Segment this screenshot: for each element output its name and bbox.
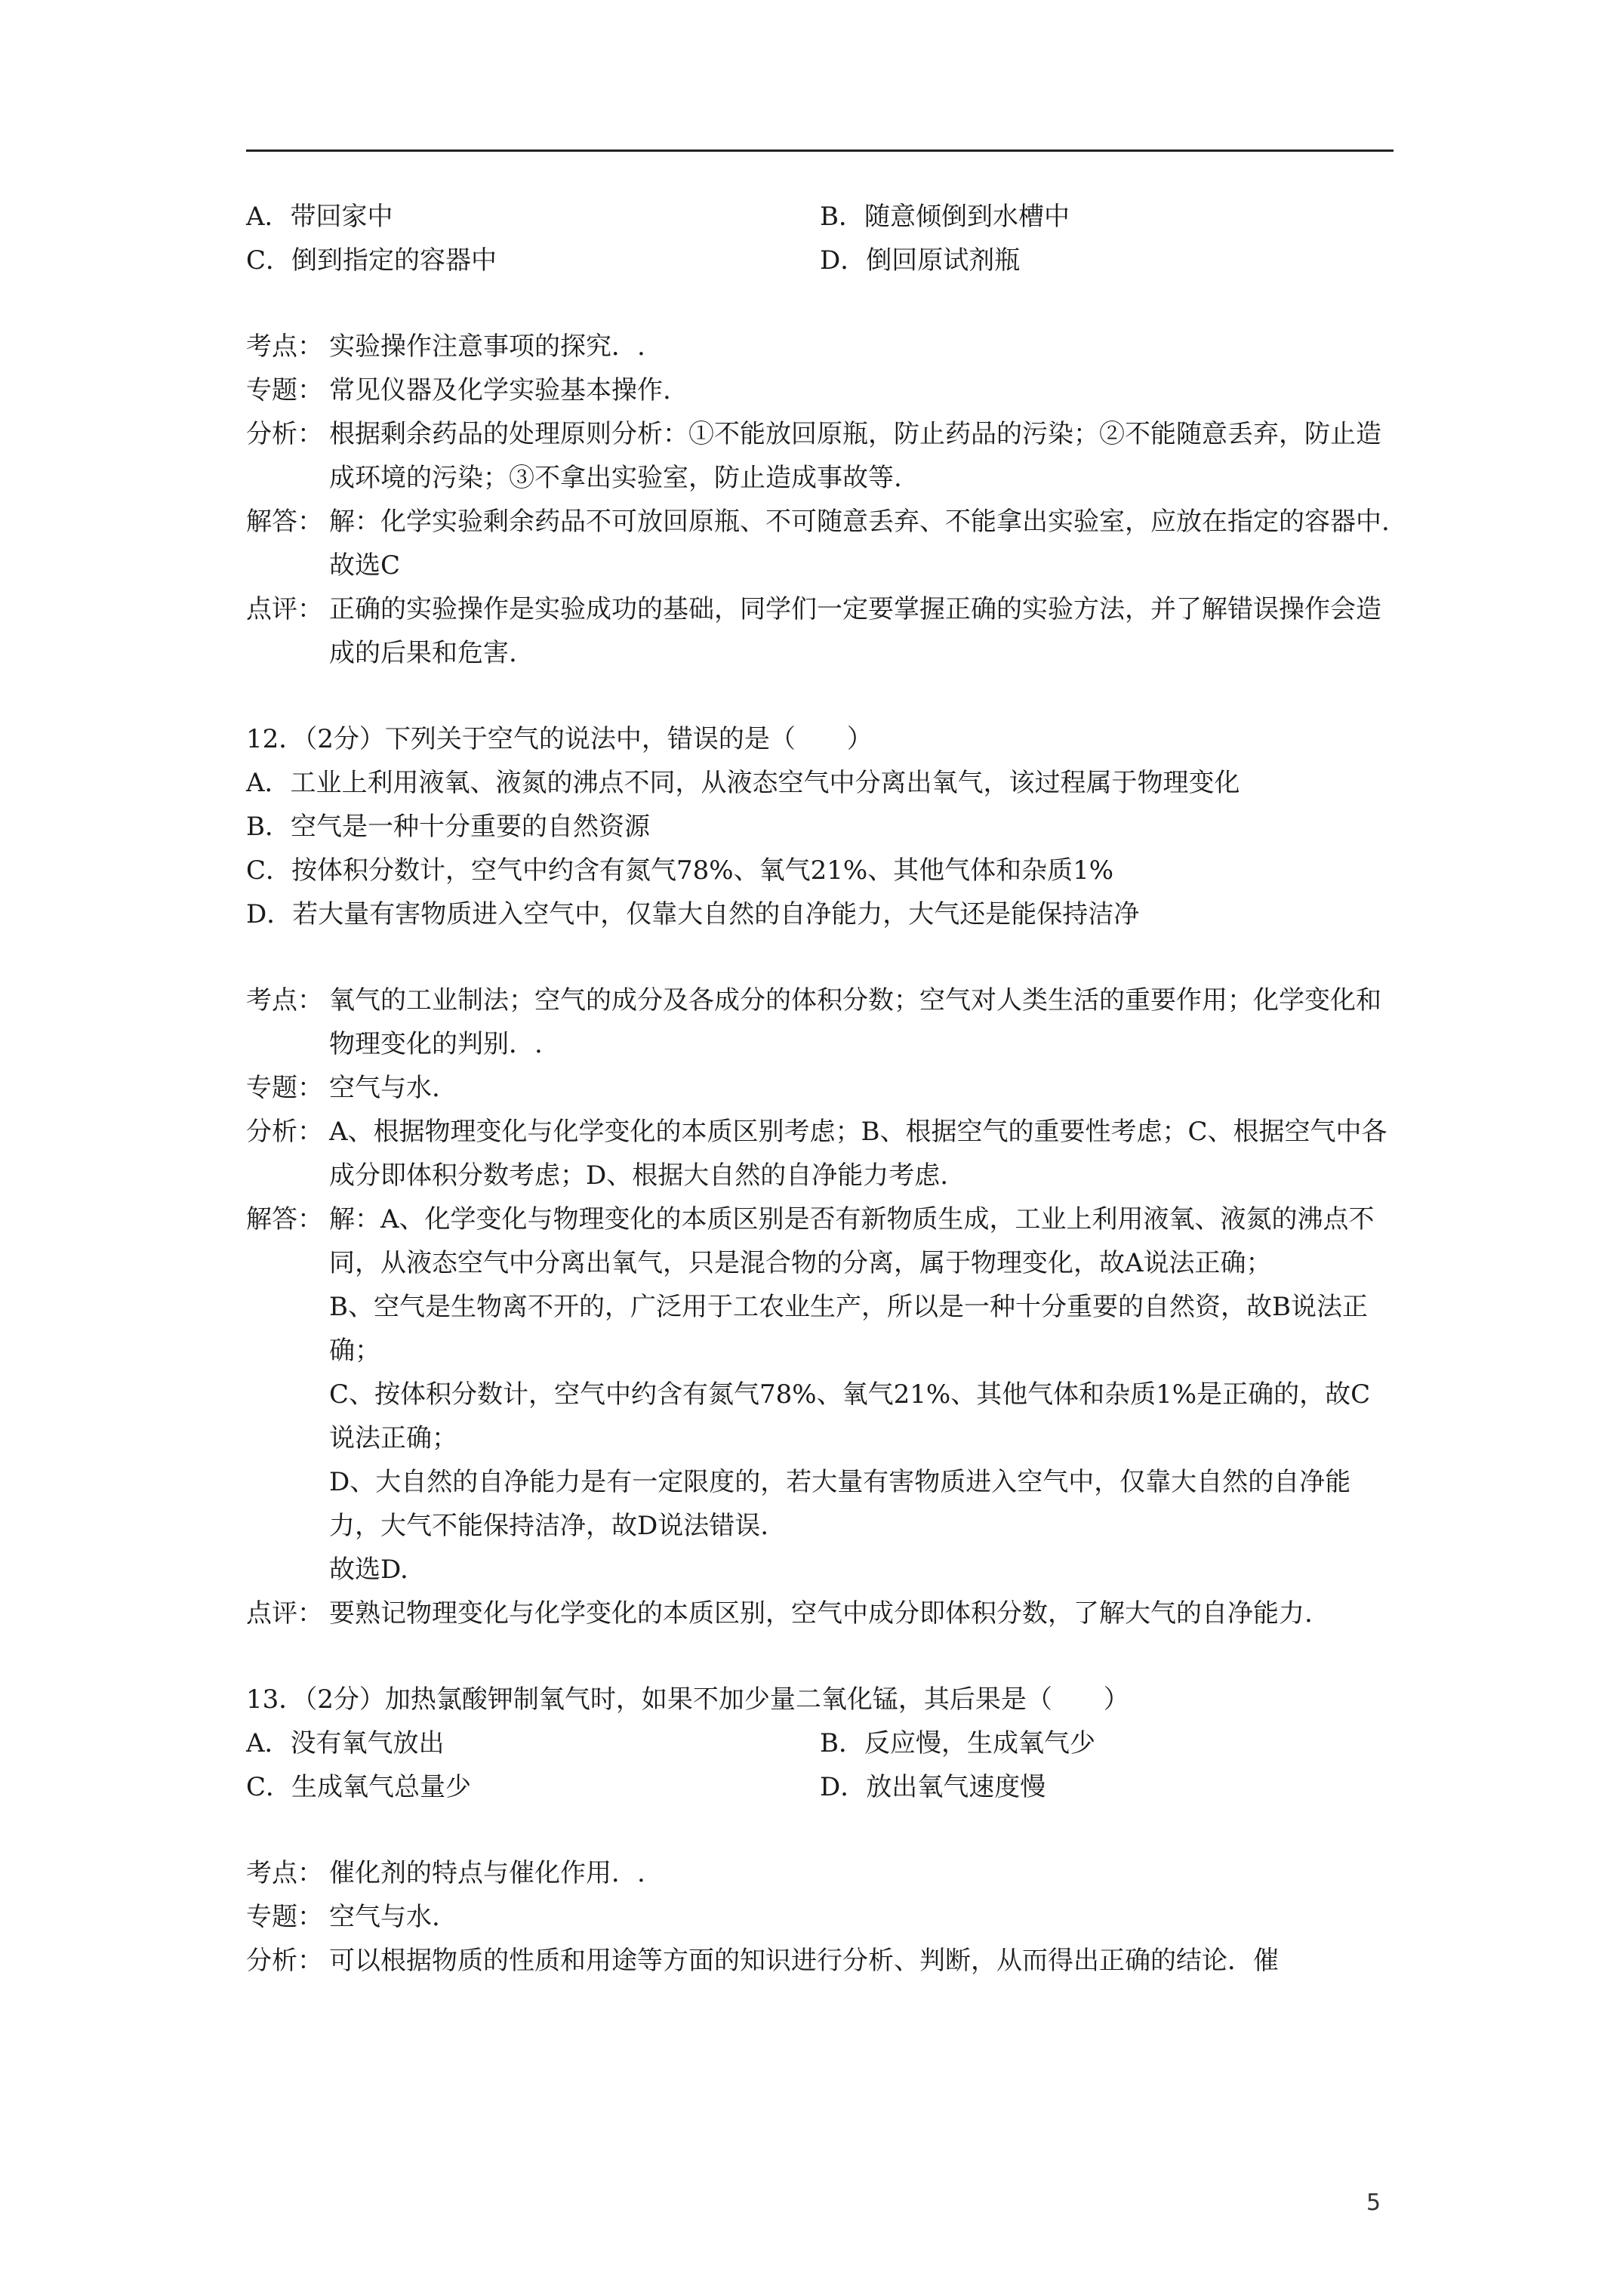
- label: 分析：: [246, 1117, 323, 1147]
- option-a: A．没有氧气放出: [246, 1728, 445, 1758]
- text: A、根据物理变化与化学变化的本质区别考虑；B、根据空气的重要性考虑；C、根据空气中各成分即体积分数考虑；D、根据大自然的自净能力考虑.: [329, 1117, 1387, 1191]
- paragraph: 解：A、化学变化与物理变化的本质区别是否有新物质生成，工业上利用液氧、液氮的沸点不同，从液态空气中分离出氧气，只是混合物的分离，属于物理变化，故A说法正确；: [329, 1204, 1375, 1278]
- option-d: D．若大量有害物质进入空气中，仅靠大自然的自净能力，大气还是能保持洁净: [246, 899, 1140, 929]
- q11-dianping: [246, 587, 1394, 675]
- q13-options: [246, 1721, 1394, 1809]
- label: 专题：: [246, 375, 323, 405]
- paragraph: B、空气是生物离不开的，广泛用于工农业生产，所以是一种十分重要的自然资，故B说法正确；: [329, 1292, 1368, 1366]
- text: 实验操作注意事项的探究．.: [329, 331, 645, 362]
- label: 分析：: [246, 1946, 323, 1976]
- label: 专题：: [246, 1902, 323, 1932]
- paragraph: 故选C: [329, 550, 401, 581]
- text: 氧气的工业制法；空气的成分及各成分的体积分数；空气对人类生活的重要作用；化学变化和物理变化的判别．.: [329, 985, 1381, 1059]
- q12-fenxi: [246, 1110, 1394, 1197]
- text: 常见仪器及化学实验基本操作.: [329, 375, 671, 405]
- q13-stem: 13．（2分）加热氯酸钾制氧气时，如果不加少量二氧化锰，其后果是（ ）: [246, 1684, 1129, 1715]
- q11-jieda: [246, 500, 1394, 587]
- label: 考点：: [246, 1858, 323, 1888]
- option-d: D．倒回原试剂瓶: [820, 245, 1021, 276]
- option-c: C．按体积分数计，空气中约含有氮气78%、氧气21%、其他气体和杂质1%: [246, 855, 1114, 886]
- q11-options: [246, 195, 1394, 282]
- page-number: 5: [1366, 2190, 1381, 2216]
- label: 点评：: [246, 1598, 323, 1629]
- paragraph: 解：化学实验剩余药品不可放回原瓶、不可随意丢弃、不能拿出实验室，应放在指定的容器中.: [329, 507, 1390, 537]
- text: 催化剂的特点与催化作用．.: [329, 1858, 645, 1888]
- q11-zhuanti: [246, 368, 1394, 412]
- label: 考点：: [246, 985, 323, 1015]
- text: 空气与水.: [329, 1073, 440, 1103]
- option-c: C．生成氧气总量少: [246, 1772, 472, 1802]
- text: 要熟记物理变化与化学变化的本质区别，空气中成分即体积分数，了解大气的自净能力.: [329, 1598, 1313, 1629]
- label: 点评：: [246, 594, 323, 624]
- text: 空气与水.: [329, 1902, 440, 1932]
- text: 根据剩余药品的处理原则分析：①不能放回原瓶，防止药品的污染；②不能随意丢弃，防止造成环境的污染；③不拿出实验室，防止造成事故等.: [329, 419, 1381, 493]
- q11-fenxi: [246, 412, 1394, 500]
- document-page: [246, 195, 1394, 1983]
- q12-kaodian: [246, 978, 1394, 1066]
- label: 考点：: [246, 331, 323, 362]
- option-c: C．倒到指定的容器中: [246, 245, 497, 276]
- paragraph: C、按体积分数计，空气中约含有氮气78%、氧气21%、其他气体和杂质1%是正确的，故C说法正确；: [329, 1379, 1371, 1453]
- text: 可以根据物质的性质和用途等方面的知识进行分析、判断，从而得出正确的结论．催: [329, 1946, 1279, 1976]
- q11-kaodian: [246, 325, 1394, 368]
- option-a: A．带回家中: [246, 202, 393, 232]
- label: 分析：: [246, 419, 323, 449]
- option-a: A．工业上利用液氧、液氮的沸点不同，从液态空气中分离出氧气，该过程属于物理变化: [246, 768, 1240, 798]
- q13-zhuanti: [246, 1895, 1394, 1939]
- option-b: B．随意倾倒到水槽中: [820, 202, 1070, 232]
- q13-kaodian: [246, 1851, 1394, 1895]
- paragraph: 故选D.: [329, 1555, 408, 1585]
- label: 解答：: [246, 1204, 323, 1234]
- q12-stem: 12．（2分）下列关于空气的说法中，错误的是（ ）: [246, 724, 873, 754]
- option-b: B．反应慢，生成氧气少: [820, 1728, 1095, 1758]
- label: 解答：: [246, 507, 323, 537]
- q12-zhuanti: [246, 1066, 1394, 1110]
- paragraph: D、大自然的自净能力是有一定限度的，若大量有害物质进入空气中，仅靠大自然的自净能力，大气不能保持洁净，故D说法错误.: [329, 1467, 1351, 1541]
- q12-options: [246, 761, 1394, 936]
- q12-jieda: [246, 1197, 1394, 1592]
- q13-fenxi: [246, 1939, 1394, 1983]
- option-d: D．放出氧气速度慢: [820, 1772, 1046, 1802]
- header-rule: [246, 149, 1394, 152]
- text: 正确的实验操作是实验成功的基础，同学们一定要掌握正确的实验方法，并了解错误操作会造成的后果和危害.: [329, 594, 1381, 668]
- label: 专题：: [246, 1073, 323, 1103]
- option-b: B．空气是一种十分重要的自然资源: [246, 812, 650, 842]
- q12-dianping: [246, 1592, 1394, 1635]
